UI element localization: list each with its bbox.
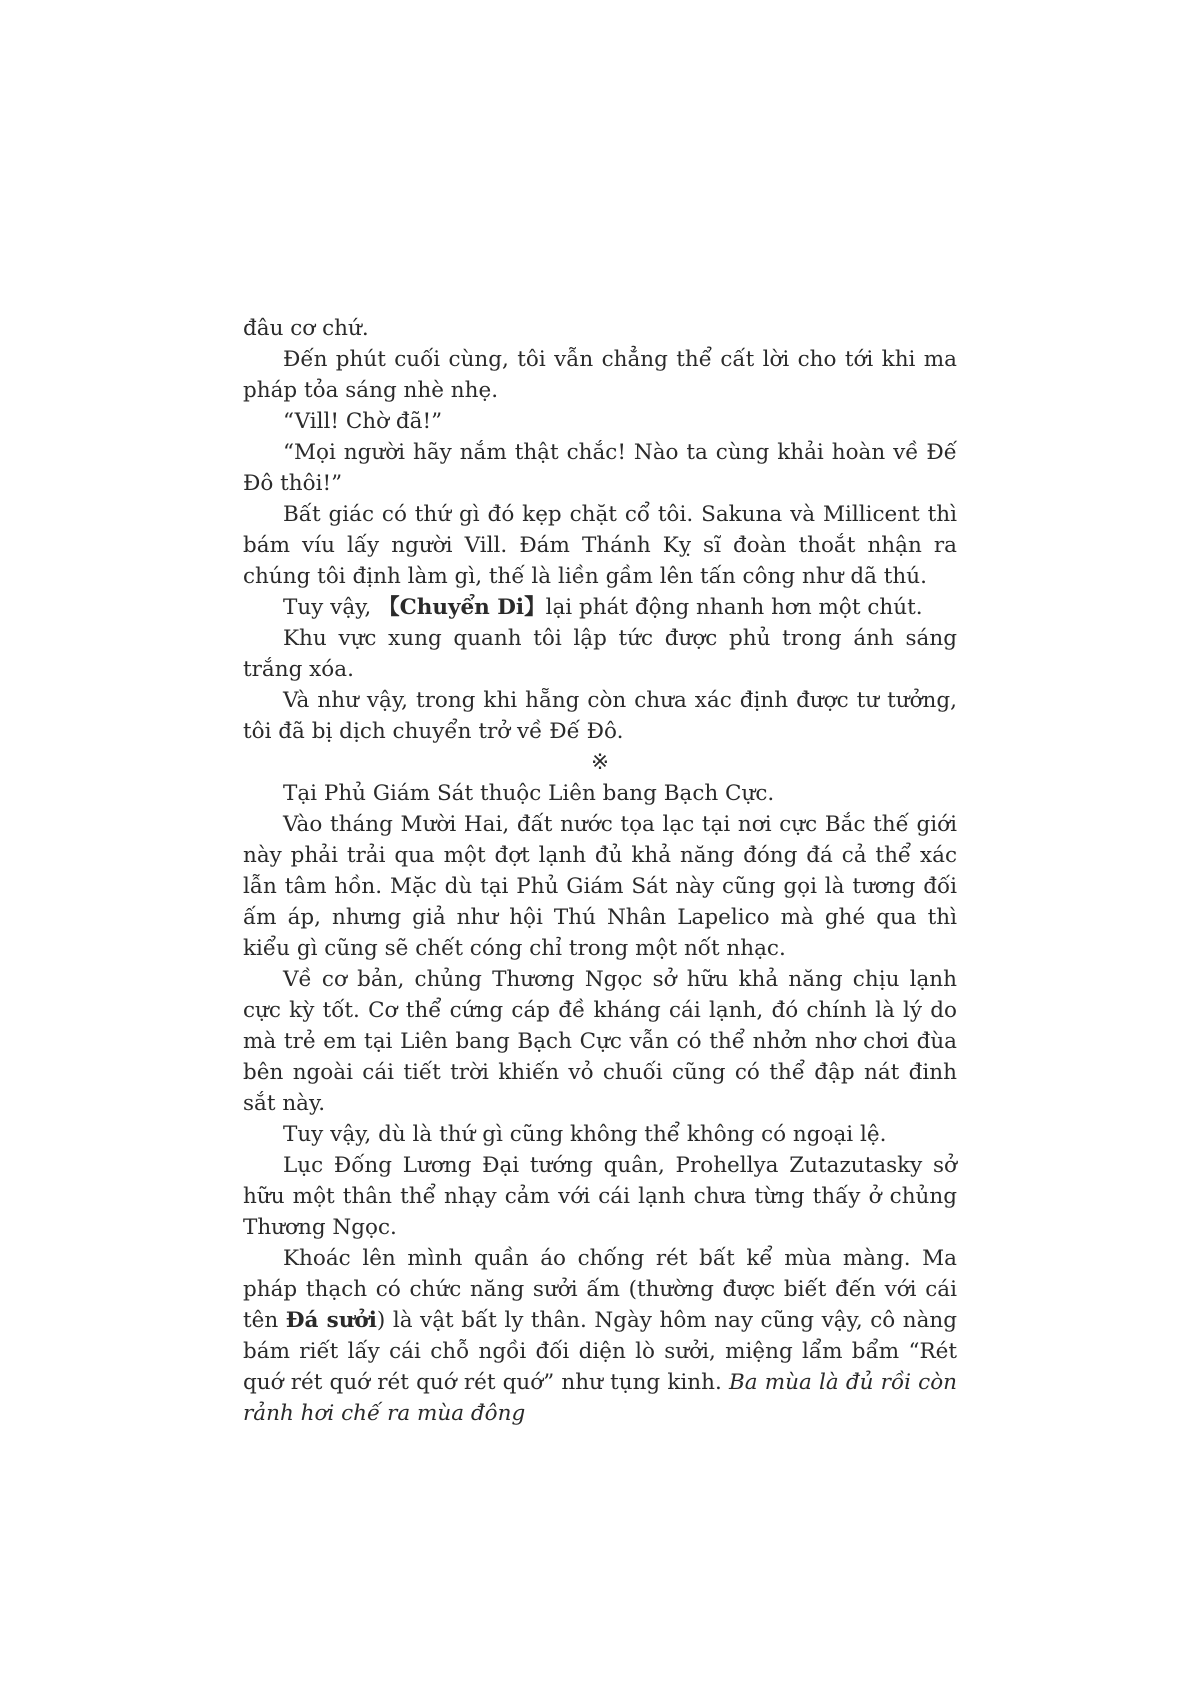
- text-segment: ) là vật bất ly thân. Ngày hôm nay cũng vậy, cô nàng bám riết lấy cái chỗ ngồi đối diện lò sưởi, miệng lẩm bẩm “Rét quớ rét quớ rét quớ rét quớ” như tụng kinh.: [243, 1308, 957, 1395]
- text-segment: Khu vực xung quanh tôi lập tức được phủ trong ánh sáng trắng xóa.: [243, 626, 957, 682]
- paragraph: [243, 406, 957, 437]
- text-segment: Tại Phủ Giám Sát thuộc Liên bang Bạch Cực.: [283, 781, 775, 806]
- paragraph: [243, 685, 957, 747]
- paragraph: [243, 1243, 957, 1429]
- text-segment: đâu cơ chứ.: [243, 316, 369, 341]
- paragraph: [243, 1119, 957, 1150]
- text-segment: Tuy vậy,: [283, 595, 379, 620]
- text-segment: Về cơ bản, chủng Thương Ngọc sở hữu khả năng chịu lạnh cực kỳ tốt. Cơ thể cứng cáp đề kháng cái lạnh, đó chính là lý do mà trẻ em tại Liên bang Bạch Cực vẫn có thể nhởn nhơ chơi đùa bên ngoài cái tiết trời khiến vỏ chuối cũng có thể đập nát đinh sắt này.: [243, 967, 957, 1116]
- text-segment: Vào tháng Mười Hai, đất nước tọa lạc tại nơi cực Bắc thế giới này phải trải qua một đợt lạnh đủ khả năng đóng đá cả thể xác lẫn tâm hồn. Mặc dù tại Phủ Giám Sát này cũng gọi là tương đối ấm áp, nhưng giả như hội Thú Nhân Lapelico mà ghé qua thì kiểu gì cũng sẽ chết cóng chỉ trong một nốt nhạc.: [243, 812, 957, 961]
- text-segment: Và như vậy, trong khi hẵng còn chưa xác định được tư tưởng, tôi đã bị dịch chuyển trở về Đế Đô.: [243, 688, 957, 744]
- paragraph: [243, 623, 957, 685]
- text-segment: Tuy vậy, dù là thứ gì cũng không thể không có ngoại lệ.: [283, 1122, 887, 1147]
- paragraph: [243, 778, 957, 809]
- paragraph: [243, 313, 957, 344]
- text-segment: ※: [590, 750, 609, 775]
- text-segment: Đến phút cuối cùng, tôi vẫn chẳng thể cất lời cho tới khi ma pháp tỏa sáng nhè nhẹ.: [243, 347, 957, 403]
- text-segment: 【Chuyển Di】: [378, 595, 546, 620]
- text-segment: lại phát động nhanh hơn một chút.: [545, 595, 923, 620]
- paragraph: [243, 592, 957, 623]
- text-segment: “Vill! Chờ đã!”: [283, 409, 443, 434]
- paragraph: [243, 809, 957, 964]
- body-text: [243, 313, 957, 1429]
- paragraph: [243, 437, 957, 499]
- text-segment: Khoác lên mình quần áo chống rét bất kể mùa màng. Ma pháp thạch có chức năng sưởi ấm (thường được biết đến với cái tên: [243, 1246, 957, 1333]
- paragraph: [243, 1150, 957, 1243]
- text-segment: “Mọi người hãy nắm thật chắc! Nào ta cùng khải hoàn về Đế Đô thôi!”: [243, 440, 957, 496]
- text-segment: Đá sưởi: [285, 1308, 377, 1333]
- section-separator: [243, 747, 957, 778]
- text-segment: Lục Đống Lương Đại tướng quân, Prohellya Zutazutasky sở hữu một thân thể nhạy cảm với cái lạnh chưa từng thấy ở chủng Thương Ngọc.: [243, 1153, 957, 1240]
- text-segment: Bất giác có thứ gì đó kẹp chặt cổ tôi. Sakuna và Millicent thì bám víu lấy người Vill. Đám Thánh Kỵ sĩ đoàn thoắt nhận ra chúng tôi định làm gì, thế là liền gầm lên tấn công như dã thú.: [243, 502, 957, 589]
- paragraph: [243, 344, 957, 406]
- paragraph: [243, 964, 957, 1119]
- text-segment: Ba mùa là đủ rồi còn rảnh hơi chế ra mùa đông: [243, 1370, 957, 1426]
- paragraph: [243, 499, 957, 592]
